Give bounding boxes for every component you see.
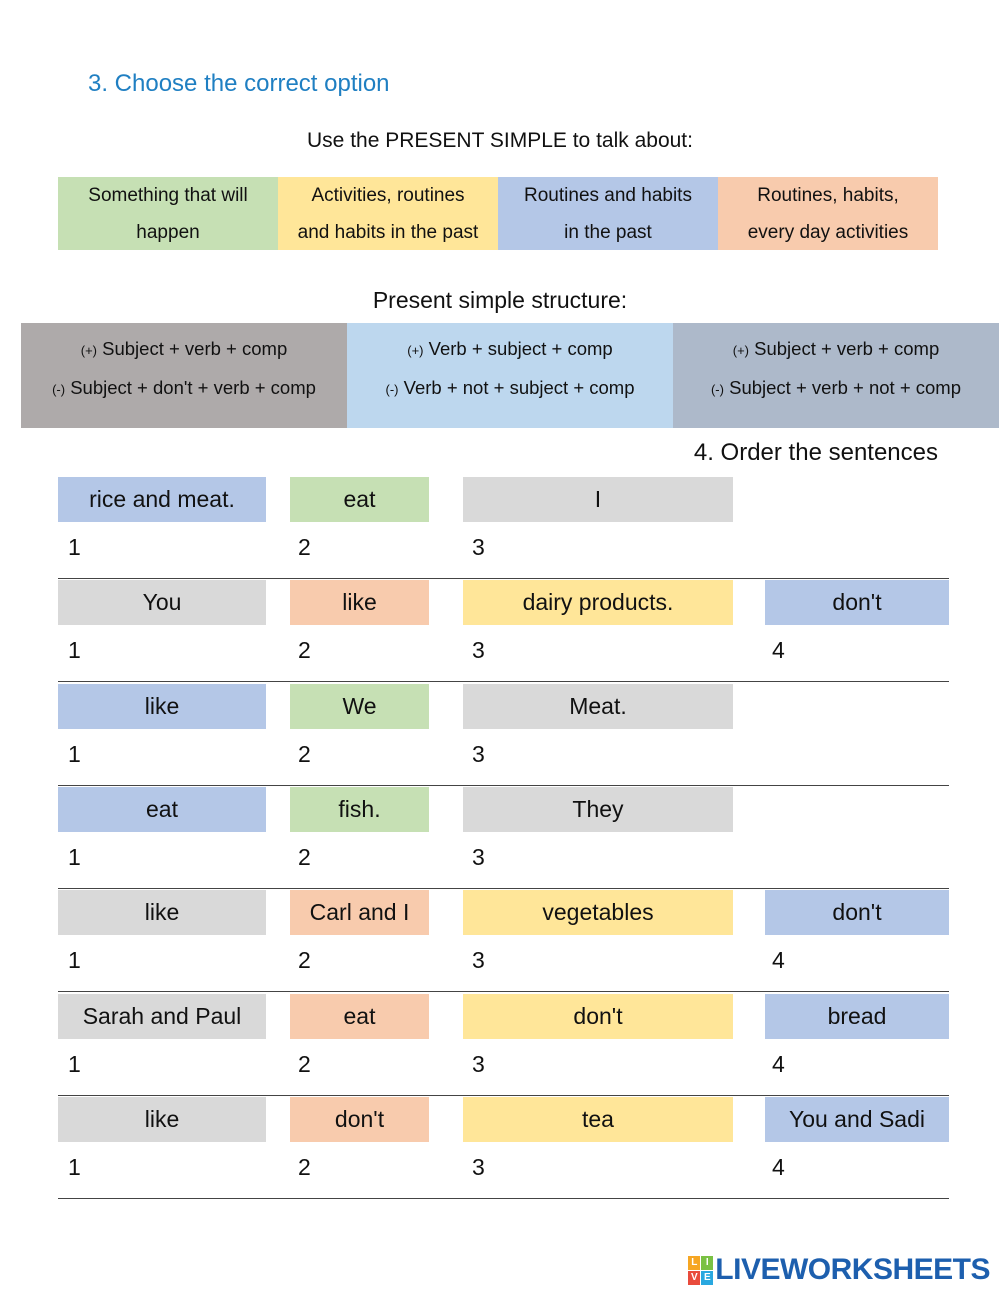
option-line: Routines and habits: [524, 184, 692, 206]
positive-formula: Verb + subject + comp: [428, 338, 613, 359]
option-line: happen: [136, 221, 200, 243]
present-simple-prompt: Use the PRESENT SIMPLE to talk about:: [307, 129, 693, 152]
order-number: 3: [472, 534, 485, 560]
row-divider: [58, 785, 949, 786]
logo-text: LIVEWORKSHEETS: [715, 1253, 990, 1286]
row-divider: [58, 1095, 949, 1096]
order-number: 3: [472, 947, 485, 974]
option-box[interactable]: [278, 177, 498, 250]
structure-title: Present simple structure:: [372, 287, 628, 313]
order-number: 1: [68, 637, 81, 664]
order-number: 2: [298, 534, 311, 560]
negative-formula: Subject + don't + verb + comp: [70, 377, 316, 398]
word-tile[interactable]: rice and meat.: [58, 477, 266, 522]
order-number: 1: [68, 740, 81, 767]
order-number: 4: [772, 1153, 785, 1180]
word-tile[interactable]: I: [463, 477, 733, 522]
option-box[interactable]: [498, 177, 718, 250]
negative-sign: (-): [385, 382, 399, 397]
order-number: 4: [772, 1050, 785, 1077]
option-box[interactable]: [718, 177, 938, 250]
structure-positive: [21, 330, 347, 369]
word-tile[interactable]: don't: [463, 994, 733, 1039]
liveworksheets-logo: [688, 1254, 990, 1286]
word-tile[interactable]: Sarah and Paul: [58, 994, 266, 1039]
word-tile[interactable]: You: [58, 580, 266, 625]
row-divider: [58, 991, 949, 992]
option-line: every day activities: [747, 221, 909, 243]
structure-box[interactable]: [673, 323, 999, 428]
order-number: 1: [68, 1153, 81, 1180]
positive-sign: (+): [80, 343, 97, 358]
word-tile[interactable]: eat: [58, 787, 266, 832]
order-number: 1: [68, 843, 81, 870]
word-tile[interactable]: bread: [765, 994, 949, 1039]
order-number: 1: [68, 947, 81, 974]
order-number: 3: [472, 740, 485, 767]
section-4-title: 4. Order the sentences: [693, 439, 938, 466]
order-number: 2: [298, 637, 311, 664]
order-number: 3: [472, 843, 485, 870]
word-tile[interactable]: like: [58, 1097, 266, 1142]
order-number: 2: [298, 843, 311, 870]
option-line: in the past: [564, 221, 652, 243]
word-tile[interactable]: eat: [290, 477, 429, 522]
structure-box[interactable]: [347, 323, 673, 428]
logo-badge-icon: [688, 1256, 713, 1285]
structure-negative: [21, 369, 347, 408]
option-line: Activities, routines: [311, 184, 465, 206]
word-tile[interactable]: dairy products.: [463, 580, 733, 625]
word-tile[interactable]: vegetables: [463, 890, 733, 935]
order-number: 2: [298, 947, 311, 974]
negative-sign: (-): [710, 382, 724, 397]
section-3-title: 3. Choose the correct option: [88, 70, 390, 97]
structure-negative: [673, 369, 999, 408]
row-divider: [58, 888, 949, 889]
negative-sign: (-): [52, 382, 66, 397]
word-tile[interactable]: You and Sadi: [765, 1097, 949, 1142]
order-number: 2: [298, 740, 311, 767]
word-tile[interactable]: don't: [765, 580, 949, 625]
word-tile[interactable]: like: [58, 684, 266, 729]
option-line: Something that will: [88, 184, 248, 206]
order-number: 3: [472, 637, 485, 664]
order-number: 1: [68, 1050, 81, 1077]
word-tile[interactable]: Carl and I: [290, 890, 429, 935]
word-tile[interactable]: We: [290, 684, 429, 729]
word-tile[interactable]: tea: [463, 1097, 733, 1142]
logo-badge-cell: I: [701, 1256, 713, 1270]
order-number: 1: [68, 534, 81, 560]
option-line: and habits in the past: [297, 221, 479, 243]
positive-formula: Subject + verb + comp: [754, 338, 940, 359]
word-tile[interactable]: fish.: [290, 787, 429, 832]
order-number: 3: [472, 1050, 485, 1077]
negative-formula: Verb + not + subject + comp: [403, 377, 635, 398]
order-number: 4: [772, 637, 785, 664]
word-tile[interactable]: don't: [290, 1097, 429, 1142]
positive-sign: (+): [407, 343, 424, 358]
option-line: Routines, habits,: [757, 184, 899, 206]
logo-badge-cell: E: [701, 1271, 713, 1285]
row-divider: [58, 681, 949, 682]
logo-badge-cell: L: [688, 1256, 700, 1270]
positive-sign: (+): [732, 343, 749, 358]
option-box[interactable]: [58, 177, 278, 250]
structure-negative: [347, 369, 673, 408]
order-number: 3: [472, 1153, 485, 1180]
order-number: 4: [772, 947, 785, 974]
order-number: 2: [298, 1153, 311, 1180]
word-tile[interactable]: don't: [765, 890, 949, 935]
word-tile[interactable]: like: [58, 890, 266, 935]
structure-positive: [347, 330, 673, 369]
positive-formula: Subject + verb + comp: [102, 338, 288, 359]
order-number: 2: [298, 1050, 311, 1077]
logo-badge-cell: V: [688, 1271, 700, 1285]
word-tile[interactable]: eat: [290, 994, 429, 1039]
word-tile[interactable]: They: [463, 787, 733, 832]
structure-positive: [673, 330, 999, 369]
row-divider: [58, 1198, 949, 1199]
word-tile[interactable]: Meat.: [463, 684, 733, 729]
word-tile[interactable]: like: [290, 580, 429, 625]
row-divider: [58, 578, 949, 579]
structure-box[interactable]: [21, 323, 347, 428]
negative-formula: Subject + verb + not + comp: [729, 377, 962, 398]
